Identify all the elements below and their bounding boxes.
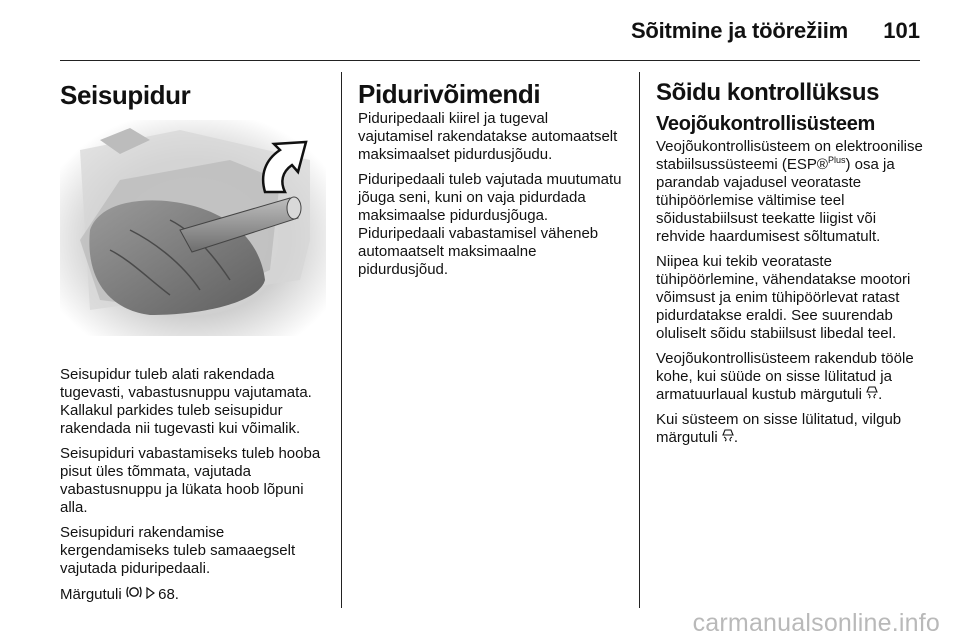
paragraph: Seisupiduri vabastamiseks tuleb hooba pisut üles tõmmata, vajutada vabastusnuppu ja lükata hoob lõpuni alla. (60, 445, 321, 516)
reference-label: Märgutuli (60, 586, 122, 603)
section-heading-brake-assist: Pidurivõimendi (358, 79, 541, 109)
paragraph (656, 350, 926, 404)
paragraph: Seisupidur tuleb alati rakendada tugevasti, vabastusnuppu vajutamata. Kallakul parkides tuleb seisupidur rakendada nii tugevasti kui võimalik. (60, 366, 312, 437)
superscript: Plus (827, 155, 846, 165)
section-heading-parking-brake: Seisupidur (60, 80, 191, 110)
text: Veojõukontrollisüsteem on elektroonilise stabiilsussüsteemi (ESP® (656, 138, 923, 173)
column-parking-brake (60, 70, 332, 611)
column-divider-2 (639, 72, 640, 608)
paragraph: Niipea kui tekib veorataste tühipöörlemine, vähendatakse mootori võimsust ja enim tühipöörlevat ratast pidurdatakse eraldi. See suurendab oluliselt sõidu stabiilsust libedal teel. (656, 253, 911, 342)
watermark: carmanualsonline.info (692, 609, 940, 637)
paragraph: Piduripedaali tuleb vajutada muutumatu jõuga seni, kuni on vaja pidurdada maksimaalse pidurdusjõuga. Piduripedaali vabastamisel väheneb automaatselt maksimaalne pidurdusjõud. (358, 171, 622, 278)
paragraph: Seisupiduri rakendamise kergendamiseks tuleb samaaegselt vajutada piduripedaali. (60, 524, 296, 577)
text: Veojõukontrollisüsteem rakendub tööle kohe, kui süüde on sisse lülitatud ja armatuurlaual kustub märgutuli (656, 350, 914, 403)
reference-page: 68. (158, 586, 179, 603)
text: ) osa ja parandab vajadusel veorataste tühipöörlemise vältimise teel sõidustabiilsust teekatte liigist või rehvide haardumisest sõltumatult. (656, 156, 895, 245)
traction-control-lamp-icon (866, 387, 878, 402)
page-number: 101 (883, 18, 920, 43)
paragraph: Piduripedaali kiirel ja tugeval vajutamisel rakendatakse automaatselt maksimaalset pidurdusjõudu. (358, 110, 618, 163)
subheading-traction-control: Veojõukontrollisüsteem (656, 113, 876, 135)
page-reference-arrow-icon (146, 587, 159, 602)
page-reference (60, 585, 332, 604)
text: . (878, 386, 883, 403)
paragraph (656, 411, 926, 447)
header-title: Sõitmine ja töörežiim (630, 18, 848, 43)
section-heading-driving-control: Sõidu kontrollüksus (656, 79, 880, 106)
paragraph (656, 138, 926, 246)
text: . (733, 429, 739, 446)
parking-brake-illustration (60, 120, 326, 336)
brake-warning-lamp-icon (126, 587, 146, 602)
column-driving-control (656, 70, 926, 454)
traction-control-lamp-icon (722, 430, 734, 445)
column-brake-assist (358, 70, 624, 286)
header-rule (60, 60, 920, 61)
text: Kui süsteem on sisse lülitatud, vilgub märgutuli (656, 411, 902, 446)
page-header (0, 0, 960, 62)
column-divider-1 (341, 72, 342, 608)
